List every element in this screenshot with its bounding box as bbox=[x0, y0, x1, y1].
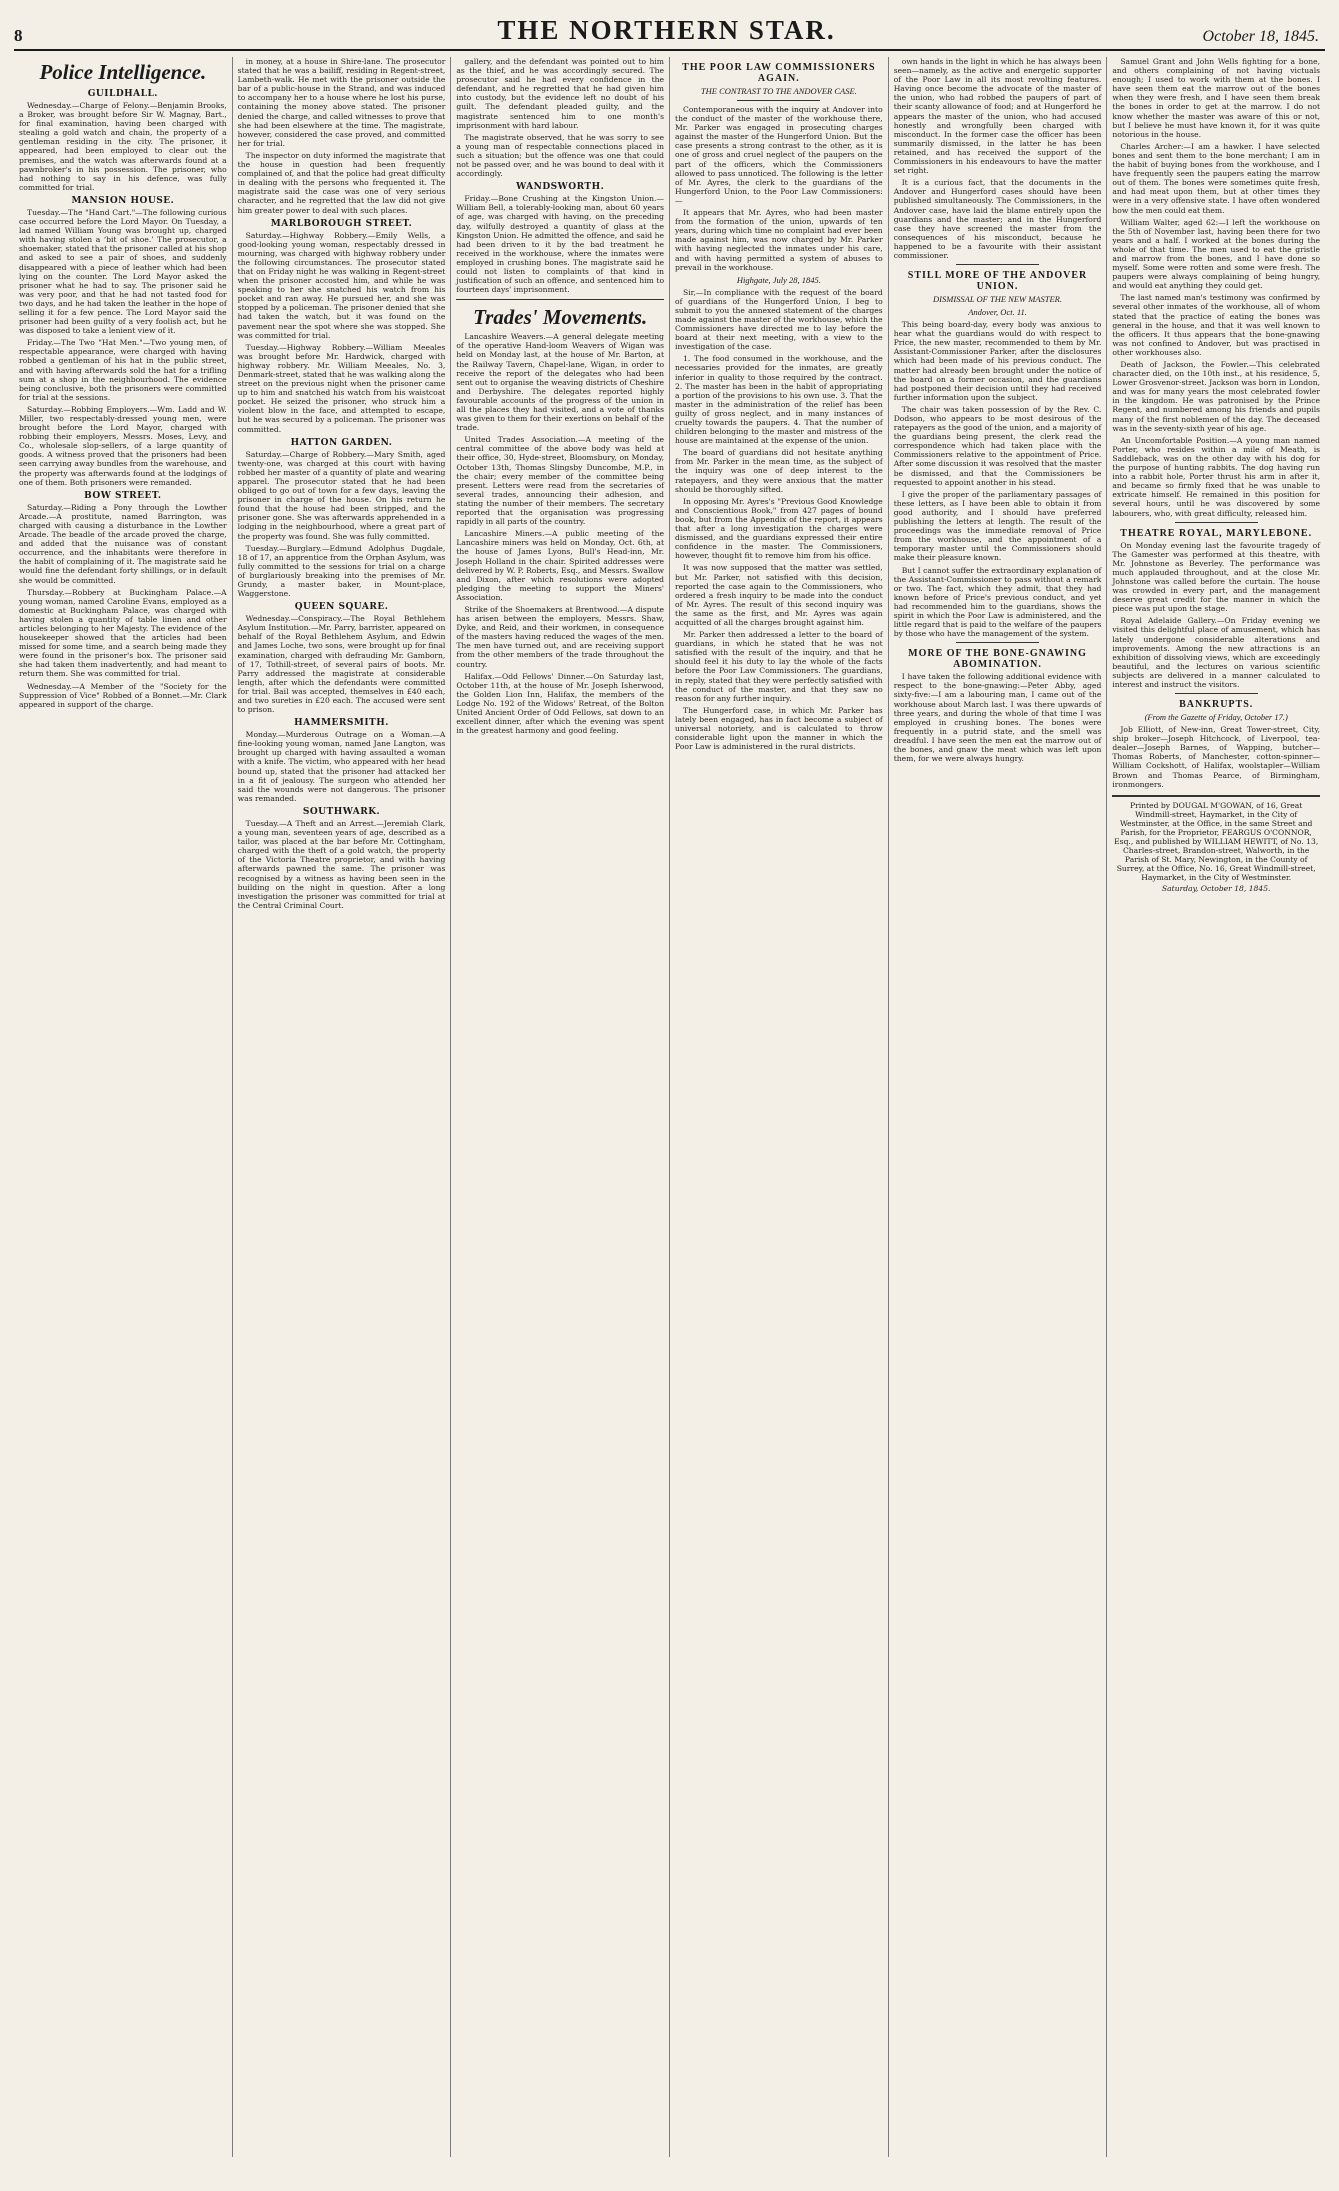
article-paragraph: The board of guardians did not hesitate anything from Mr. Parker in the mean time, as the subject of the inquiry was one of deep interest to the ratepayers, and they were anxious that the matter should be thoroughly sifted. bbox=[675, 448, 883, 494]
article-paragraph: Tuesday.—The "Hand Cart."—The following curious case occurred before the Lord Mayor. On Tuesday, a lad named William Young was brought up, charged with having stolen a ‘bit of shoe.’ The prosecutor, a shoemaker, stated that the prisoner called at his shop and asked to see a pair of shoes, and suddenly disappeared with a piece of leather which had been lying on the counter. The Lord Mayor asked the prisoner what he had to say. The prisoner said he was very poor, and that he had not tasted food for two days, and he had taken the leather in the hope of selling it for a few pence. The Lord Mayor said the prisoner had been guilty of a very foolish act, but he was disposed to take a lenient view of it. bbox=[19, 207, 227, 336]
article-paragraph: United Trades Association.—A meeting of the central committee of the above body was held at their office, 30, Hyde-street, Bloomsbury, on Monday, October 13th, Thomas Slingsby Duncombe, M.P., in the chair; every member of the committee being present. Letters were read from the secretaries of several trades, announcing their adhesion, and stating the number of their members. The secretary reported that the organisation was progressing rapidly in all parts of the country. bbox=[456, 435, 665, 527]
article-paragraph: Contemporaneous with the inquiry at Andover into the conduct of the master of the workhouse there, Mr. Parker was engaged in prosecuting charges against the master of the Hungerford Union. But the case presents a strong contrast to the other, as it is one of gross and cruel neglect of the paupers on the part of the officers, which the Commissioners allowed to pass unnoticed. The following is the letter of Mr. Ayres, the clerk to the guardians of the Hungerford Union, to the Poor Law Commissioners:— bbox=[675, 105, 883, 205]
article-paragraph: On Monday evening last the favourite tragedy of The Gamester was performed at this theatre, with Mr. Johnstone as Beverley. The performance was much applauded throughout, and at the close Mr. Johnstone was called before the curtain. The house was crowded in every part, and the management deserve great credit for the manner in which the piece was put upon the stage. bbox=[1112, 540, 1321, 614]
article-paragraph: 1. The food consumed in the workhouse, and the necessaries provided for the inmates, are greatly inferior in quality to those required by the contract. 2. The master has been in the habit of appropriating a portion of the provisions to his own use. 3. That the master in the administration of the relief has been guilty of gross neglect, and in many instances of cruelty towards the paupers. 4. That the number of children belonging to the master and mistress of the house are maintained at the expense of the union. bbox=[675, 354, 883, 446]
article-paragraph: It appears that Mr. Ayres, who had been master from the formation of the union, upwards of ten years, during which time no complaint had ever been made against him, was now charged by Mr. Parker with having neglected the inmates under his care, and with having permitted a system of abuses to prevail in the workhouse. bbox=[675, 208, 883, 272]
short-rule bbox=[737, 100, 820, 101]
dateline: Andover, Oct. 11. bbox=[968, 307, 1027, 318]
article-paragraph: Death of Jackson, the Fowler.—This celebrated character died, on the 10th inst., at his residence, 5, Lower Grosvenor-street. Jackson was born in London, and was for many years the most celebrated fowler in the kingdom. He was patronised by the Prince Regent, and numbered among his friends and pupils many of the first noblemen of the day. The deceased was in the seventy-sixth year of his age. bbox=[1112, 360, 1321, 433]
newspaper-page bbox=[14, 14, 1325, 2165]
article-paragraph: Saturday.—Highway Robbery.—Emily Wells, a good-looking young woman, respectably dressed in mourning, was charged with highway robbery under the following circumstances. The prosecutor stated that on Friday night he was walking in Regent-street when the prisoner accosted him, and while he was speaking to her she snatched his watch from his pocket and ran away. He pursued her, and she was stopped by a policeman. The prisoner denied that she had taken the watch, but it was found on the pavement near the spot where she was stopped. She was committed for trial. bbox=[237, 230, 446, 340]
article-paragraph: own hands in the light in which he has always been seen—namely, as the active and energetic supporter of the Poor Law in all its most revolting features. Having once become the advocate of the master of the union, who had robbed the paupers of part of their scanty allowance of food; and at Hungerford he appears the master of the union, who had accused honestly and wrongfully been charged with misconduct. In the former case the officer has been summarily dismissed, in the latter he has been retained, and has received the support of the Commissioners in his endeavours to have the matter set right. bbox=[893, 57, 1102, 176]
article-subtitle: (From the Gazette of Friday, October 17.) bbox=[1144, 712, 1288, 723]
article-paragraph: Tuesday.—Burglary.—Edmund Adolphus Dugdale, 18 of 17, an apprentice from the Orphan Asylum, was fully committed to the sessions for trial on a charge of burglariously breaking into the premises of Mr. Grundy, a master baker, in Mount-place, Waggerstone. bbox=[237, 543, 446, 599]
article-paragraph: This being board-day, every body was anxious to hear what the guardians would do with respect to Price, the new master, recommended to them by Mr. Assistant-Commissioner Parker, after the disclosures which had been made of his previous conduct. The matter had already been brought under the notice of the board on a former occasion, and the guardians had postponed their decision until they had received further information upon the subject. bbox=[893, 320, 1102, 402]
section-title-trades: Trades' Movements. bbox=[473, 305, 648, 330]
article-paragraph: Tuesday.—Highway Robbery.—William Meeales was brought before Mr. Hardwick, charged with highway robbery. Mr. William Meeales, No. 3, Denmark-street, stated that he was walking along the street on the previous night when the prisoner came up to him and snatched his watch from his waistcoat pocket. He seized the prisoner, who struck him a violent blow in the face, and attempted to escape, but he was secured by a policeman. The prisoner was committed. bbox=[237, 342, 446, 434]
masthead bbox=[14, 14, 1325, 51]
column-4 bbox=[670, 57, 889, 2157]
article-paragraph: Lancashire Weavers.—A general delegate meeting of the operative Hand-loom Weavers of Wigan was held on Monday last, at the house of Mr. Barton, at the Railway Tavern, Chapel-lane, Wigan, in order to receive the report of the delegates who had been sent out to organise the weaving districts of Cheshire and Derbyshire. The delegates reported highly favourable accounts of the progress of the union in all the places they had visited, and a vote of thanks was given to them for their exertions on behalf of the trade. bbox=[456, 332, 665, 433]
article-paragraph: Saturday.—Charge of Robbery.—Mary Smith, aged twenty-one, was charged at this court with having robbed her master of a quantity of plate and wearing apparel. The prosecutor stated that he had been obliged to go out of town for a few days, leaving the prisoner in charge of the house. On his return he found that the house had been stripped, and the prisoner gone. She was afterwards apprehended in a lodging in the neighbourhood, where a great part of the property was found. She was fully committed. bbox=[237, 449, 446, 541]
issue-date: October 18, 1845. bbox=[1202, 28, 1319, 45]
colophon-text: Printed by DOUGAL M'GOWAN, of 16, Great Windmill-street, Haymarket, in the City of Westminster, at the Office, in the same Street and Parish, for the Proprietor, FEARGUS O'CONNOR, Esq., and published by WILLIAM HEWITT, of No. 13, Charles-street, Brandon-street, Walworth, in the Parish of St. Mary, Newington, in the County of Surrey, at the Office, No. 16, Great Windmill-street, Haymarket, in the City of Westminster. bbox=[1114, 800, 1319, 882]
article-paragraph: Saturday.—Riding a Pony through the Lowther Arcade.—A prostitute, named Barrington, was charged with causing a disturbance in the Lowther Arcade. The beadle of the arcade proved the charge, and added that the nuisance was of constant occurrence, and the inhabitants were therefore in the habit of complaining of it. The magistrate said he would fine the defendant forty shillings, or in default she would be committed. bbox=[19, 502, 227, 585]
court-heading: BOW STREET. bbox=[84, 490, 162, 501]
article-paragraph: Wednesday.—A Member of the "Society for the Suppression of Vice" Robbed of a Bonnet.—Mr. Clark appeared in support of the charge. bbox=[19, 681, 227, 709]
colophon bbox=[1112, 795, 1320, 893]
court-heading: WANDSWORTH. bbox=[516, 182, 605, 193]
section-title-police: Police Intelligence. bbox=[39, 60, 207, 84]
article-title-bankrupts: BANKRUPTS. bbox=[1179, 699, 1254, 711]
article-paragraph: Tuesday.—A Theft and an Arrest.—Jeremiah Clark, a young man, seventeen years of age, described as a tailor, was placed at the bar before Mr. Cottingham, charged with the theft of a gold watch, the property of the Victoria Theatre proprietor, and with having afterwards pawned the same. The prisoner was recognised by a witness as having been seen in the building on the night in question. After a long investigation the prisoner was committed for trial at the Central Criminal Court. bbox=[237, 818, 446, 910]
article-paragraph: Wednesday.—Charge of Felony.—Benjamin Brooks, a Broker, was brought before Sir W. Magnay, Bart., for final examination, having been charged with stealing a gold watch and chain, the property of a gentleman residing in the city. The prisoner, it appeared, had been employed to clear out the premises, and the watch was afterwards found at a pawnbroker's in his possession. The prisoner, who had nothing to say in his defence, was fully committed for trial. bbox=[19, 101, 227, 192]
column-5 bbox=[889, 57, 1108, 2157]
court-heading: HAMMERSMITH. bbox=[294, 718, 389, 729]
article-paragraph: I give the proper of the parliamentary passages of these letters, as I have been able to obtain it from good authority, and I should have preferred publishing the letters at length. The result of the proceedings was the immediate removal of Price from the workhouse, and the appointment of a temporary master until the Commissioners should make their pleasure known. bbox=[893, 489, 1102, 563]
colophon-date: Saturday, October 18, 1845. bbox=[1161, 883, 1271, 893]
article-paragraph: Saturday.—Robbing Employers.—Wm. Ladd and W. Miller, two respectably-dressed young men, were brought before the Lord Mayor, charged with robbing their employers, Messrs. Moses, Levy, and Co., wholesale slop-sellers, of a large quantity of goods. A witness proved that the prisoners had been seen carrying away bundles from the warehouse, and the property was afterwards found at the lodgings of one of them. Both prisoners were remanded. bbox=[19, 404, 227, 487]
article-paragraph: The chair was taken possession of by the Rev. C. Dodson, who appears to be most desirous of the ratepayers as the good of the union, and a majority of the guardians being present, the clerk read the correspondence which had taken place with the Commissioners relative to the appointment of Price. After some discussion it was resolved that the master be dismissed, and that the Commissioners be requested to appoint another in his stead. bbox=[893, 404, 1102, 487]
article-paragraph: Monday.—Murderous Outrage on a Woman.—A fine-looking young woman, named Jane Langton, was brought up charged with having assaulted a woman with a knife. The victim, who appeared with her head bound up, stated that the prisoner had attacked her in a fit of jealousy. The surgeon who attended her said the wounds were not dangerous. The prisoner was remanded. bbox=[237, 730, 446, 803]
column-1 bbox=[14, 57, 233, 2157]
page-number: 8 bbox=[14, 26, 23, 45]
article-paragraph: The Hungerford case, in which Mr. Parker has lately been engaged, has in fact become a subject of universal notoriety, and is calculated to throw considerable light upon the manner in which the Poor Law is administered in the rural districts. bbox=[675, 705, 883, 752]
article-paragraph: An Uncomfortable Position.—A young man named Porter, who resides within a mile of Meath, is Saddleback, was on the other day with his dog for the purpose of hunting rabbits. The dog having run into a rabbit hole, Porter thrust his arm in after it, and became so firmly fixed that he was unable to extricate himself. He remained in this position for several hours, until he was discovered by some labourers, who, with great difficulty, released him. bbox=[1112, 435, 1321, 518]
article-paragraph: Friday.—The Two "Hat Men."—Two young men, of respectable appearance, were charged with having robbed a gentleman of his hat in the public street, and with having afterwards sold the hat for a trifling sum at a shop in the neighbourhood. The evidence being conclusive, both the prisoners were committed for trial at the sessions. bbox=[19, 338, 227, 402]
section-divider bbox=[456, 299, 664, 300]
article-paragraph: I have taken the following additional evidence with respect to the bone-gnawing:—Peter Abby, aged sixty-five:—I am a labouring man, I came out of the workhouse about March last. I was there upwards of three years, and during the whole of that time I was employed in crushing bones. The bones were frequently in a putrid state, and the smell was dreadful. I have seen the men eat the marrow out of the bones, and gnaw the meat which was left upon them, for we were always hungry. bbox=[893, 672, 1102, 764]
article-paragraph: Wednesday.—Conspiracy.—The Royal Bethlehem Asylum Institution.—Mr. Parry, barrister, appeared on behalf of the Royal Bethlehem Asylum, and Edwin and James Loche, two sons, were brought up for final examination, charged with defrauding Mr. Gamborn, of 17, Tothill-street, of several pairs of boots. Mr. Parry addressed the magistrate at considerable length, after which the defendants were committed for trial. Bail was accepted, themselves in £40 each, and two sureties in £20 each. The accused were sent to prison. bbox=[237, 614, 446, 715]
article-title-theatre: THEATRE ROYAL, MARYLEBONE. bbox=[1120, 527, 1313, 539]
short-rule bbox=[956, 642, 1039, 643]
short-rule bbox=[1175, 693, 1258, 694]
article-paragraph: The last named man's testimony was confirmed by several other inmates of the workhouse, all of whom stated that the practice of eating the bones was general in the house, and that it was well known to the officers. It thus appears that the bone-gnawing was not confined to Andover, but was practised in other workhouses also. bbox=[1112, 293, 1321, 357]
article-paragraph: Sir,—In compliance with the request of the board of guardians of the Hungerford Union, I beg to submit to you the annexed statement of the charges made against the master of the workhouse, which the Commissioners have directed me to lay before the board at their next meeting, with a view to the investigation of the case. bbox=[675, 287, 883, 352]
article-paragraph: Halifax.—Odd Fellows' Dinner.—On Saturday last, October 11th, at the house of Mr. Joseph Isherwood, the Golden Lion Inn, Halifax, the members of the Lodge No. 192 of the Widows' Retreat, of the Bolton United Ancient Order of Odd Fellows, sat down to an excellent dinner, after which the evening was spent in the greatest harmony and good feeling. bbox=[456, 671, 665, 736]
court-heading: MANSION HOUSE. bbox=[71, 195, 175, 206]
article-paragraph: gallery, and the defendant was pointed out to him as the thief, and he was accordingly secured. The prosecutor said he had every confidence in the defendant, and he regretted that he had given him into custody, but the evidence left no doubt of his guilt. The defendant pleaded guilty, and the magistrate sentenced him to one month's imprisonment with hard labour. bbox=[456, 57, 665, 130]
letter-address: Highgate, July 28, 1845. bbox=[736, 274, 821, 285]
article-paragraph: It is a curious fact, that the documents in the Andover and Hungerford cases should have been published simultaneously. The Commissioners, in the Andover case, have laid the blame entirely upon the guardians and the master; and in the Hungerford case they have screened the master from the consequences of his misconduct, because he happened to be a favourite with their assistant commissioner. bbox=[893, 178, 1102, 260]
short-rule bbox=[1175, 522, 1258, 523]
article-subtitle: DISMISSAL OF THE NEW MASTER. bbox=[933, 294, 1063, 305]
column-3 bbox=[451, 57, 670, 2157]
court-heading: GUILDHALL. bbox=[87, 89, 158, 99]
article-paragraph: in money, at a house in Shire-lane. The prosecutor stated that he was a bailiff, residing in Regent-street, Lambeth-walk. He met with the prisoner outside the bar of a public-house in the Strand, and was induced to accompany her to a house where he lost his purse, containing the money above stated. The prisoner denied the charge, and called witnesses to prove that she had been elsewhere at the time. The magistrate, however, considered the case proved, and committed her for trial. bbox=[237, 57, 446, 148]
article-paragraph: Thursday.—Robbery at Buckingham Palace.—A young woman, named Caroline Evans, employed as a domestic at Buckingham Palace, was charged with having stolen a quantity of table linen and other articles belonging to her Majesty. The evidence of the housekeeper showed that the articles had been missed for some time, and a search being made they were found in the prisoner's box. The prisoner said she had taken them inadvertently, and had meant to return them. She was committed for trial. bbox=[19, 587, 227, 679]
article-paragraph: In opposing Mr. Ayres's "Previous Good Knowledge and Conscientious Book," from 427 pages of bound book, but from the Appendix of the report, it appears that after a long investigation the charges were dismissed, and the guardians expressed their entire confidence in the master. The Commissioners, however, thought fit to remove him from his office. bbox=[675, 496, 883, 561]
article-paragraph: Strike of the Shoemakers at Brentwood.—A dispute has arisen between the employers, Messrs. Shaw, Dyke, and Reid, and their workmen, in consequence of the masters having reduced the wages of the men. The men have turned out, and are receiving support from the other members of the trade throughout the country. bbox=[456, 604, 665, 669]
article-paragraph: The inspector on duty informed the magistrate that the house in question had been frequently complained of, and that the police had great difficulty in dealing with the persons who frequented it. The magistrate said the case was one of very serious character, and he regretted that the law did not give him greater power to deal with such places. bbox=[237, 150, 446, 215]
article-paragraph: Friday.—Bone Crushing at the Kingston Union.—William Bell, a tolerably-looking man, about 60 years of age, was charged with having, on the preceding day, wilfully destroyed a quantity of glass at the Kingston Union. He admitted the offence, and said he had been driven to it by the bad treatment he received in the workhouse, where the inmates were employed in crushing bones. The magistrate said he could not listen to complaints of that kind in justification of such an offence, and sentenced him to fourteen days' imprisonment. bbox=[456, 194, 665, 295]
article-title-andover: STILL MORE OF THE ANDOVER UNION. bbox=[907, 270, 1088, 293]
court-heading: SOUTHWARK. bbox=[302, 806, 381, 817]
article-paragraph: But I cannot suffer the extraordinary explanation of the Assistant-Commissioner to pass without a remark or two. The fact, which they admit, that they had known before of Price's previous conduct, and yet had recommended him to the guardians, shows the spirit in which the Poor Law is administered, and the little regard that is paid to the welfare of the paupers by those who have the management of the system. bbox=[893, 565, 1102, 639]
article-paragraph: It was now supposed that the matter was settled, but Mr. Parker, not satisfied with this decision, reported the case again to the Commissioners, who ordered a fresh inquiry to be made into the conduct of Mr. Ayres. The result of this second inquiry was the same as the first, and Mr. Ayres was again acquitted of all the charges brought against him. bbox=[675, 563, 883, 627]
article-title-poor-law: THE POOR LAW COMMISSIONERS AGAIN. bbox=[682, 62, 876, 84]
court-heading: QUEEN SQUARE. bbox=[294, 602, 389, 613]
article-paragraph: Charles Archer:—I am a hawker. I have selected bones and sent them to the bone merchant; I am in the habit of buying bones from the workhouse, and I have frequently seen the paupers eating the marrow out of them. The bones were sometimes quite fresh, and had meat upon them, but at other times they were in a very offensive state. I have often wondered how the men could eat them. bbox=[1112, 141, 1321, 215]
court-heading: MARLBOROUGH STREET. bbox=[270, 218, 413, 229]
article-subtitle: THE CONTRAST TO THE ANDOVER CASE. bbox=[700, 86, 857, 96]
newspaper-title: THE NORTHERN STAR. bbox=[497, 15, 836, 45]
article-paragraph: Royal Adelaide Gallery.—On Friday evening we visited this delightful place of amusement, which has lately undergone considerable alterations and improvements. Among the new attractions is an exhibition of dissolving views, which are exceedingly beautiful, and the lectures on various scientific subjects are delivered in a manner calculated to interest and instruct the visitors. bbox=[1112, 616, 1321, 689]
article-title-bone-gnawing: MORE OF THE BONE-GNAWING ABOMINATION. bbox=[908, 648, 1087, 671]
article-paragraph: William Walter, aged 62:—I left the workhouse on the 5th of November last, having been there for two years and a half. I worked at the bones during the whole of that time. The men used to eat the gristle and marrow from the bones, and I have done so myself. Some were rotten and some were fresh. The paupers were always complaining of being hungry, and would eat anything they could get. bbox=[1112, 217, 1321, 291]
article-paragraph: Lancashire Miners.—A public meeting of the Lancashire miners was held on Monday, Oct. 6th, at the house of James Lyons, Bull's Head-inn, Mr. Joseph Holland in the chair. Spirited addresses were delivered by W. P. Roberts, Esq., and Messrs. Swallow and Dixon, after which resolutions were adopted pledging the meeting to support the Miners' Association. bbox=[456, 529, 665, 602]
article-paragraph: Job Elliott, of New-inn, Great Tower-street, City, ship broker—Joseph Hitchcock, of Liverpool, tea-dealer—Joseph Barnes, of Wapping, butcher—Thomas Roberts, of Manchester, cotton-spinner—William Cockshott, of Halifax, woolstapler—William Brown and Thomas Pearce, of Birmingham, ironmongers. bbox=[1112, 725, 1321, 789]
columns bbox=[14, 57, 1325, 2157]
article-paragraph: Mr. Parker then addressed a letter to the board of guardians, in which he stated that he was not satisfied with the result of the inquiry, and that he should feel it his duty to lay the whole of the facts before the Poor Law Commissioners. The guardians, in reply, stated that they were perfectly satisfied with the conduct of the master, and that they saw no reason for any further inquiry. bbox=[675, 630, 883, 703]
article-paragraph: Samuel Grant and John Wells fighting for a bone, and others complaining of not having victuals enough; I used to work with them at the bones. I have seen them eat the marrow out of the bones when they were fresh, and I have seen them break the bones in order to get at the marrow. I do not know whether the master was aware of this or not, but I believe he must have known it, for it was quite notorious in the house. bbox=[1112, 57, 1321, 139]
column-6 bbox=[1107, 57, 1325, 2157]
article-paragraph: The magistrate observed, that he was sorry to see a young man of respectable connections placed in such a situation; but the offence was one that could not be passed over, and he was bound to deal with it accordingly. bbox=[456, 132, 665, 179]
short-rule bbox=[956, 264, 1039, 265]
court-heading: HATTON GARDEN. bbox=[290, 437, 393, 448]
column-2 bbox=[233, 57, 452, 2157]
